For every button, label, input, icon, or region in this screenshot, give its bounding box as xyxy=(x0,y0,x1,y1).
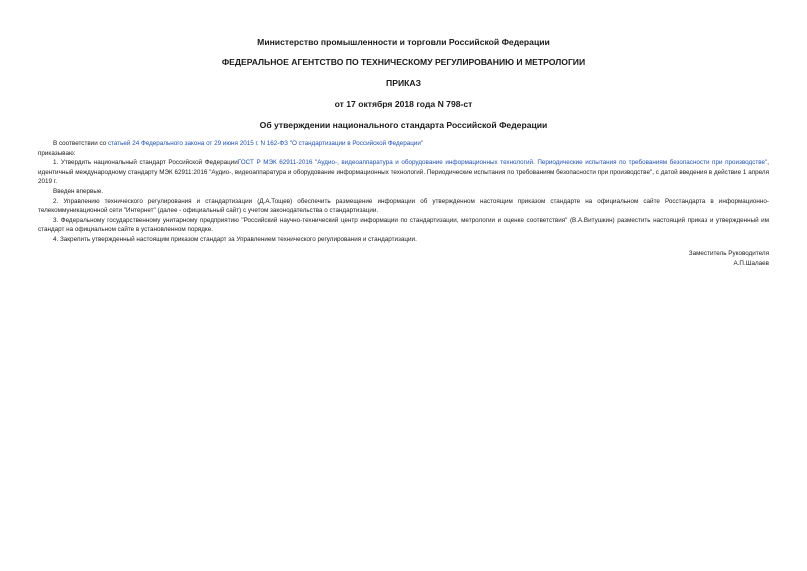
preamble-paragraph xyxy=(38,139,769,149)
document-type: ПРИКАЗ xyxy=(386,78,421,88)
order-subject: Об утверждении национального стандарта Российской Федерации xyxy=(259,120,548,130)
order-word: приказываю: xyxy=(38,149,76,157)
item-1-paragraph xyxy=(38,158,769,187)
signatory-position: Заместитель Руководителя xyxy=(688,249,769,257)
signatory-name: А.П.Шалаев xyxy=(733,259,769,267)
signature-block xyxy=(38,249,769,269)
law-article-link[interactable]: статьей 24 Федерального закона от 29 июня 2015 г. N 162-ФЗ "О стандартизации в Российской Федерации" xyxy=(107,140,424,147)
gost-standard-link[interactable]: ГОСТ Р МЭК 62911-2016 "Аудио-, видеоаппаратура и оборудование информационных технологий. Периодические испытания по требованиям безопасности при производстве" xyxy=(237,159,768,167)
item-4-paragraph: 4. Закрепить утвержденный настоящим приказом стандарт за Управлением технического регулирования и стандартизации. xyxy=(53,235,417,243)
item-2-paragraph: 2. Управлению технического регулирования и стандартизации (Д.А.Тощев) обеспечить размещение информации об утвержденном настоящим приказом стандарте на официальном сайте Росстандарта в информационно-телекоммуникационной сети "Интернет" (далее - официальный сайт) с учетом законодательства о стандартизации. xyxy=(38,197,769,215)
agency-title: ФЕДЕРАЛЬНОЕ АГЕНТСТВО ПО ТЕХНИЧЕСКОМУ РЕГУЛИРОВАНИЮ И МЕТРОЛОГИИ xyxy=(221,57,586,67)
ministry-title: Министерство промышленности и торговли Российской Федерации xyxy=(257,37,550,47)
document-body xyxy=(38,139,769,245)
item-1-note: Введен впервые. xyxy=(53,187,104,195)
preamble-prefix: В соответствии со xyxy=(53,140,108,147)
document-page xyxy=(38,30,769,269)
order-date-number: от 17 октября 2018 года N 798-ст xyxy=(334,99,473,109)
item-1-suffix: , идентичный международному стандарту МЭК 62911:2016 "Аудио-, видеоаппаратура и оборудование информационных технологий. Периодические испытания по требованиям безопасности при производстве", с датой введения в действие 1 апреля 2019 г. xyxy=(38,159,769,186)
item-1-prefix: 1. Утвердить национальный стандарт Российской Федерации xyxy=(53,159,238,167)
item-3-paragraph: 3. Федеральному государственному унитарному предприятию "Российский научно-технический центр информации по стандартизации, метрологии и оценке соответствия" (В.А.Витушкин) разместить настоящий приказ и утвержденный им стандарт на официальном сайте в установленном порядке. xyxy=(38,216,769,234)
